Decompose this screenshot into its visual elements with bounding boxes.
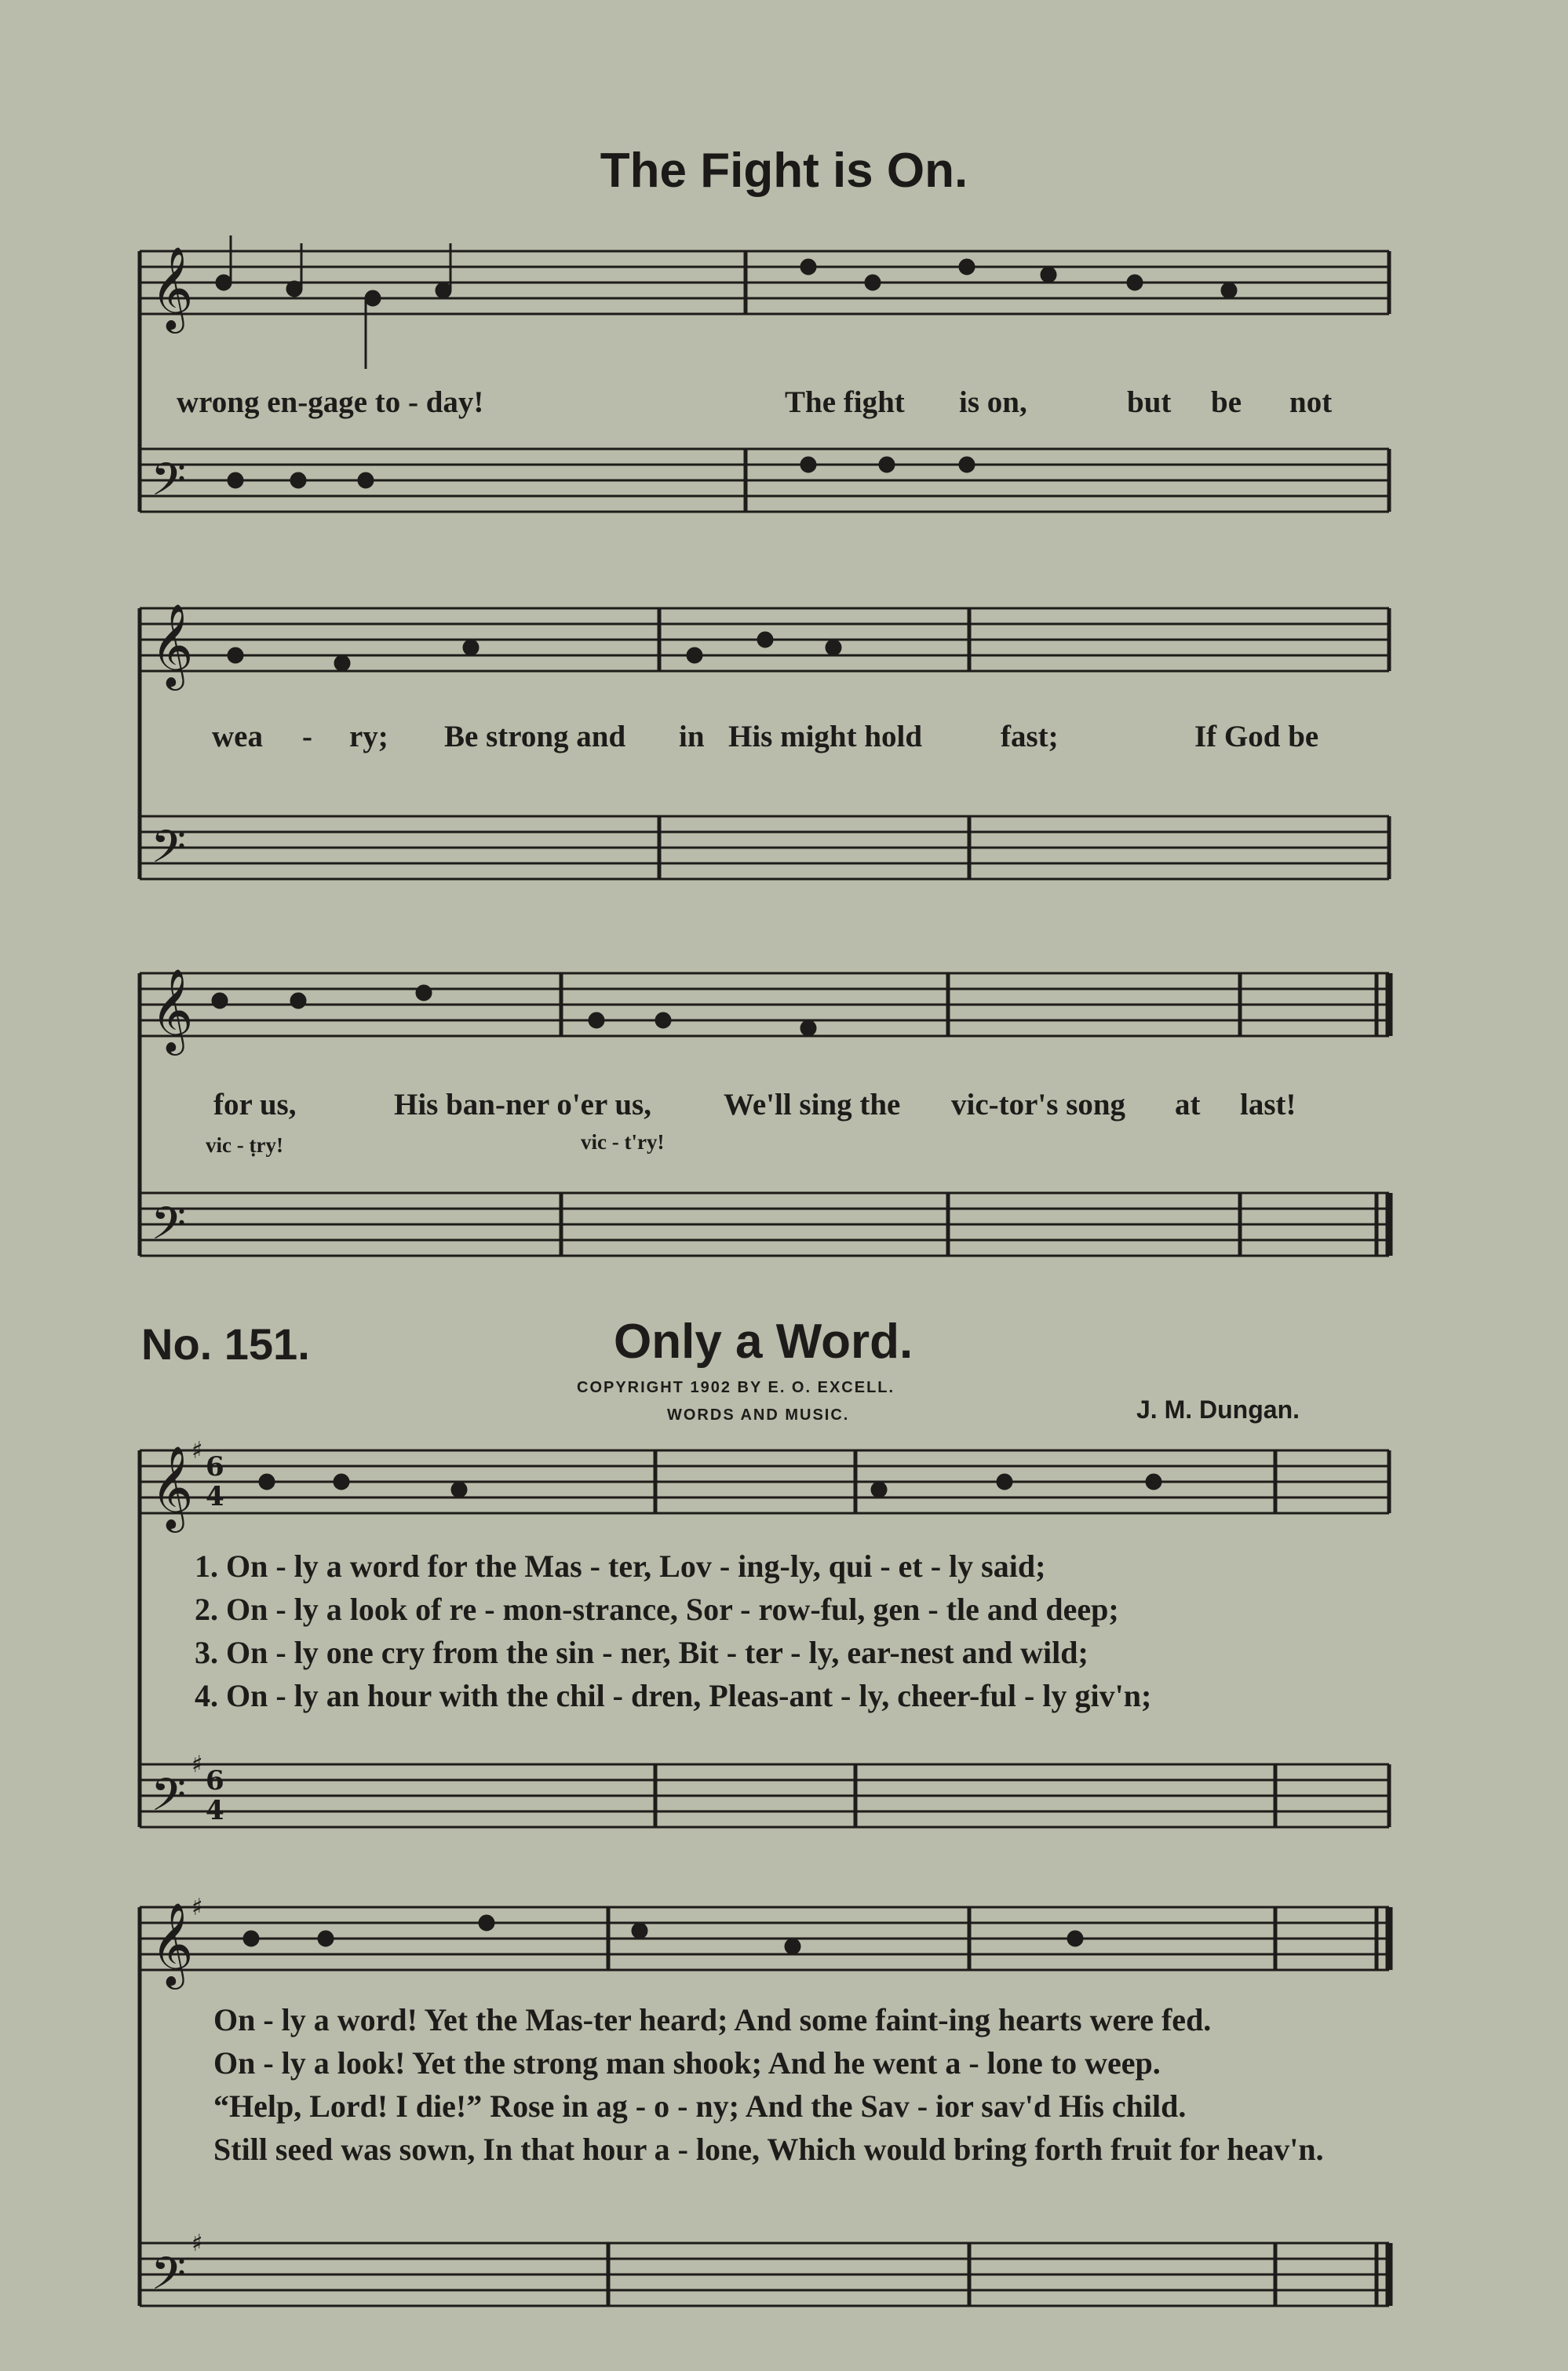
- svg-text:𝄢: 𝄢: [151, 1768, 187, 1833]
- hymn1-lyric-line3-e: at: [1175, 1088, 1201, 1122]
- system3-treble-staff: [140, 973, 1389, 1036]
- svg-text:♯: ♯: [191, 1437, 203, 1465]
- hymn1-lyric-line2-e: in: [679, 720, 705, 753]
- svg-text:𝄢: 𝄢: [151, 2247, 187, 2311]
- hymn1-lyric-line3-f: last!: [1240, 1088, 1296, 1122]
- svg-text:♯: ♯: [191, 1894, 203, 1921]
- hymn1-lyric-line2-d: Be strong and: [444, 720, 626, 753]
- hymn1-lyric-line2-a: wea: [212, 720, 263, 753]
- hymn1-bass-echo-2: vic - t'ry!: [581, 1130, 665, 1154]
- svg-text:𝄢: 𝄢: [151, 820, 187, 885]
- hymn2-verse-1: 1. On - ly a word for the Mas - ter, Lov - ing-ly, qui - et - ly said;: [195, 1548, 1046, 1584]
- hymn1-lyric-line3-d: vic-tor's song: [951, 1088, 1126, 1122]
- hymn2-refrain-2: On - ly a look! Yet the strong man shook; And he went a - lone to weep.: [213, 2045, 1161, 2081]
- svg-text:♯: ♯: [191, 1751, 203, 1778]
- system4-treble-staff: [140, 1450, 1389, 1513]
- hymn2-refrain-1: On - ly a word! Yet the Mas-ter heard; And some faint-ing hearts were fed.: [213, 2002, 1212, 2037]
- svg-text:𝄢: 𝄢: [151, 453, 187, 517]
- hymn1-lyric-line1-c: is on,: [959, 385, 1027, 419]
- hymn2-author: J. M. Dungan.: [1136, 1395, 1300, 1424]
- svg-text:♯: ♯: [191, 2230, 203, 2257]
- system2-bass-staff: [140, 816, 1389, 879]
- hymn1-lyric-line3-c: We'll sing the: [724, 1088, 901, 1122]
- svg-text:4: 4: [206, 1795, 224, 1826]
- svg-text:𝄢: 𝄢: [151, 1197, 187, 1261]
- svg-text:𝄞: 𝄞: [151, 1445, 194, 1529]
- hymn1-lyric-line3-b: His ban-ner o'er us,: [394, 1088, 651, 1122]
- system3-bass-staff: [140, 1193, 1389, 1256]
- svg-text:𝄞: 𝄞: [151, 246, 194, 330]
- hymn1-lyric-line2-c: ry;: [349, 720, 388, 753]
- hymn2-title: Only a Word.: [614, 1315, 913, 1369]
- hymn2-verse-2: 2. On - ly a look of re - mon-strance, Sor - row-ful, gen - tle and deep;: [195, 1592, 1119, 1627]
- hymn2-rights: WORDS AND MUSIC.: [667, 1406, 850, 1424]
- hymn1-lyric-line1-e: be: [1211, 385, 1242, 419]
- svg-text:𝄞: 𝄞: [151, 603, 194, 687]
- hymn1-lyric-line3-a: for us,: [213, 1088, 297, 1122]
- hymn1-lyric-line2-h: If God be: [1194, 720, 1319, 753]
- system4-bass-staff: [140, 1764, 1389, 1827]
- hymn2-number: No. 151.: [141, 1319, 310, 1369]
- hymn1-lyric-line2-b: -: [302, 720, 312, 753]
- hymn2-verse-3: 3. On - ly one cry from the sin - ner, Bit - ter - ly, ear-nest and wild;: [195, 1635, 1088, 1670]
- hymn2-copyright: COPYRIGHT 1902 BY E. O. EXCELL.: [577, 1379, 895, 1396]
- hymn1-lyric-line1-b: The fight: [785, 385, 905, 419]
- hymn1-bass-echo-1: vic - ṭry!: [206, 1133, 283, 1157]
- system1-bass-staff: [140, 449, 1389, 512]
- svg-text:6: 6: [206, 1765, 224, 1796]
- hymn2-verse-4: 4. On - ly an hour with the chil - dren, Pleas-ant - ly, cheer-ful - ly giv'n;: [195, 1678, 1152, 1713]
- svg-text:6: 6: [206, 1451, 224, 1483]
- hymn2-refrain-3: “Help, Lord! I die!” Rose in ag - o - ny; And the Sav - ior sav'd His child.: [213, 2088, 1187, 2124]
- hymn2-refrain-4: Still seed was sown, In that hour a - lone, Which would bring forth fruit for heav'n.: [213, 2132, 1324, 2167]
- hymn1-lyric-line1-d: but: [1127, 385, 1172, 419]
- system1-treble-staff: [140, 251, 1389, 314]
- hymn1-lyric-line2-f: His might hold: [728, 720, 923, 753]
- hymn1-lyric-line1-f: not: [1289, 385, 1333, 419]
- hymn1-lyric-line1-a: wrong en-gage to - day!: [177, 385, 484, 419]
- hymn1-title: The Fight is On.: [600, 144, 968, 198]
- svg-text:𝄞: 𝄞: [151, 1902, 194, 1986]
- svg-text:4: 4: [206, 1481, 224, 1512]
- hymn1-lyric-line2-g: fast;: [1001, 720, 1059, 753]
- svg-text:𝄞: 𝄞: [151, 968, 194, 1052]
- system5-bass-staff: [140, 2243, 1389, 2306]
